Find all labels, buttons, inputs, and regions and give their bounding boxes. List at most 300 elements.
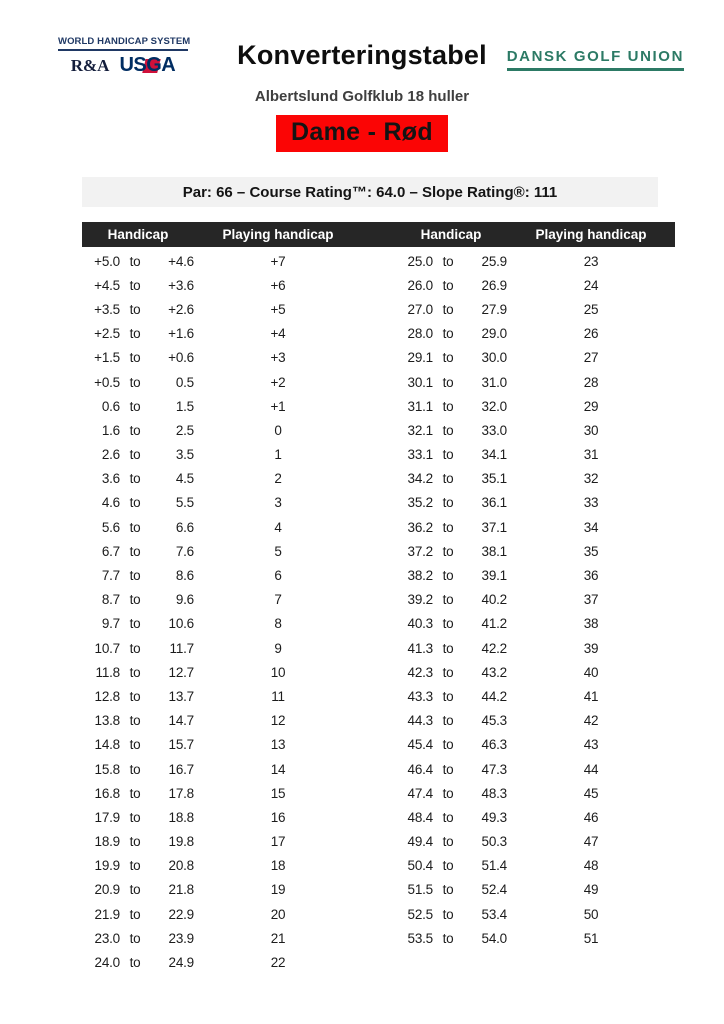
table-row xyxy=(395,443,675,467)
playing-handicap-value: 26 xyxy=(583,326,599,342)
handicap-from: 10.7 xyxy=(94,640,120,656)
table-left-column xyxy=(82,249,362,975)
club-subtitle: Albertslund Golfklub 18 huller xyxy=(254,88,470,105)
column-header-handicap: Handicap xyxy=(107,227,169,242)
handicap-from: 50.4 xyxy=(407,858,433,874)
playing-handicap-value: 9 xyxy=(274,640,282,656)
handicap-to: 17.8 xyxy=(168,785,194,801)
playing-handicap-value: 41 xyxy=(583,688,599,704)
handicap-from: 44.3 xyxy=(407,713,433,729)
range-separator: to xyxy=(129,640,141,656)
handicap-to: 11.7 xyxy=(169,640,194,656)
handicap-from: 6.7 xyxy=(101,543,120,559)
table-row xyxy=(395,684,675,708)
table-row xyxy=(395,394,675,418)
handicap-to: 20.8 xyxy=(168,858,194,874)
range-separator: to xyxy=(129,785,141,801)
playing-handicap-value: +2 xyxy=(270,374,286,390)
handicap-to: 47.3 xyxy=(481,761,507,777)
range-separator: to xyxy=(442,688,454,704)
handicap-from: 17.9 xyxy=(94,809,120,825)
handicap-to: 31.0 xyxy=(481,374,507,390)
handicap-from: 40.3 xyxy=(407,616,433,632)
range-separator: to xyxy=(129,761,141,777)
handicap-from: 41.3 xyxy=(407,640,433,656)
handicap-from: 23.0 xyxy=(94,930,120,946)
table-row xyxy=(82,612,362,636)
handicap-from: 5.6 xyxy=(101,519,120,535)
handicap-from: 25.0 xyxy=(407,253,433,269)
handicap-from: 37.2 xyxy=(407,543,433,559)
playing-handicap-value: 10 xyxy=(270,664,286,680)
playing-handicap-value: 7 xyxy=(274,592,282,608)
table-row xyxy=(82,684,362,708)
handicap-from: 16.8 xyxy=(94,785,120,801)
handicap-to: 15.7 xyxy=(168,737,194,753)
table-row xyxy=(82,370,362,394)
table-row xyxy=(82,830,362,854)
range-separator: to xyxy=(442,664,454,680)
ra-logo: R&A xyxy=(70,56,110,75)
playing-handicap-value: 30 xyxy=(583,422,599,438)
handicap-to: 29.0 xyxy=(481,326,507,342)
playing-handicap-value: 27 xyxy=(583,350,599,366)
playing-handicap-value: 20 xyxy=(270,906,286,922)
playing-handicap-value: 49 xyxy=(583,882,599,898)
playing-handicap-value: 47 xyxy=(583,834,599,850)
handicap-from: 34.2 xyxy=(407,471,433,487)
range-separator: to xyxy=(129,882,141,898)
handicap-to: 49.3 xyxy=(481,809,507,825)
handicap-from: 30.1 xyxy=(407,374,433,390)
handicap-to: 0.5 xyxy=(175,374,194,390)
handicap-from: 27.0 xyxy=(407,301,433,317)
handicap-to: 43.2 xyxy=(481,664,507,680)
table-row xyxy=(395,854,675,878)
table-row xyxy=(395,878,675,902)
range-separator: to xyxy=(442,422,454,438)
playing-handicap-value: 14 xyxy=(270,761,286,777)
table-row xyxy=(395,418,675,442)
table-row xyxy=(395,660,675,684)
handicap-to: 3.5 xyxy=(175,447,194,463)
dgu-logo-text: DANSK GOLF UNION xyxy=(507,48,684,71)
range-separator: to xyxy=(129,930,141,946)
range-separator: to xyxy=(442,858,454,874)
table-row xyxy=(395,297,675,321)
handicap-from: 15.8 xyxy=(94,761,120,777)
handicap-from: +3.5 xyxy=(94,301,120,317)
table-row xyxy=(395,322,675,346)
playing-handicap-value: 38 xyxy=(583,616,599,632)
range-separator: to xyxy=(442,398,454,414)
playing-handicap-value: 2 xyxy=(274,471,282,487)
playing-handicap-value: 44 xyxy=(583,761,599,777)
range-separator: to xyxy=(442,616,454,632)
table-row xyxy=(82,709,362,733)
range-separator: to xyxy=(129,568,141,584)
range-separator: to xyxy=(129,398,141,414)
playing-handicap-value: +3 xyxy=(270,350,286,366)
handicap-from: 7.7 xyxy=(101,568,120,584)
table-row xyxy=(395,563,675,587)
range-separator: to xyxy=(129,592,141,608)
table-row xyxy=(82,467,362,491)
handicap-from: 9.7 xyxy=(101,616,120,632)
table-row xyxy=(82,660,362,684)
table-row xyxy=(82,902,362,926)
handicap-from: 48.4 xyxy=(407,809,433,825)
conversion-table xyxy=(82,222,675,975)
playing-handicap-value: 5 xyxy=(274,543,282,559)
range-separator: to xyxy=(129,374,141,390)
handicap-from: 53.5 xyxy=(407,930,433,946)
handicap-from: 43.3 xyxy=(407,688,433,704)
range-separator: to xyxy=(442,930,454,946)
table-row xyxy=(82,636,362,660)
handicap-from: 0.6 xyxy=(101,398,120,414)
handicap-to: 45.3 xyxy=(481,713,507,729)
range-separator: to xyxy=(129,664,141,680)
table-header-right xyxy=(395,227,675,242)
handicap-from: 31.1 xyxy=(407,398,433,414)
handicap-from: 51.5 xyxy=(407,882,433,898)
handicap-to: 5.5 xyxy=(175,495,194,511)
table-row xyxy=(395,636,675,660)
range-separator: to xyxy=(129,519,141,535)
table-row xyxy=(82,443,362,467)
handicap-to: 22.9 xyxy=(168,906,194,922)
playing-handicap-value: +1 xyxy=(270,398,286,414)
handicap-to: 30.0 xyxy=(481,350,507,366)
handicap-to: 1.5 xyxy=(175,398,194,414)
handicap-from: 26.0 xyxy=(407,277,433,293)
table-row xyxy=(82,346,362,370)
playing-handicap-value: 28 xyxy=(583,374,599,390)
handicap-to: 24.9 xyxy=(168,955,194,971)
handicap-to: 18.8 xyxy=(168,809,194,825)
playing-handicap-value: 51 xyxy=(583,930,599,946)
range-separator: to xyxy=(129,301,141,317)
handicap-to: 2.5 xyxy=(175,422,194,438)
handicap-from: 52.5 xyxy=(407,906,433,922)
range-separator: to xyxy=(129,858,141,874)
table-row xyxy=(395,805,675,829)
range-separator: to xyxy=(442,374,454,390)
handicap-from: 35.2 xyxy=(407,495,433,511)
playing-handicap-value: 39 xyxy=(583,640,599,656)
handicap-to: 46.3 xyxy=(481,737,507,753)
playing-handicap-value: 19 xyxy=(270,882,286,898)
table-row xyxy=(395,781,675,805)
playing-handicap-value: 50 xyxy=(583,906,599,922)
handicap-from: 28.0 xyxy=(407,326,433,342)
table-row xyxy=(395,515,675,539)
range-separator: to xyxy=(129,422,141,438)
handicap-from: 8.7 xyxy=(101,592,120,608)
table-row xyxy=(395,273,675,297)
handicap-to: 16.7 xyxy=(168,761,194,777)
column-header-handicap: Handicap xyxy=(420,227,482,242)
playing-handicap-value: +4 xyxy=(270,326,286,342)
handicap-to: 37.1 xyxy=(481,519,507,535)
handicap-from: 12.8 xyxy=(94,688,120,704)
table-row xyxy=(82,854,362,878)
playing-handicap-value: 36 xyxy=(583,568,599,584)
table-row xyxy=(82,322,362,346)
range-separator: to xyxy=(129,495,141,511)
handicap-from: 29.1 xyxy=(407,350,433,366)
playing-handicap-value: 0 xyxy=(274,422,282,438)
table-header-left xyxy=(82,227,362,242)
table-row xyxy=(395,249,675,273)
range-separator: to xyxy=(129,543,141,559)
handicap-to: 41.2 xyxy=(481,616,507,632)
range-separator: to xyxy=(442,519,454,535)
handicap-from: 47.4 xyxy=(407,785,433,801)
handicap-to: +1.6 xyxy=(168,326,194,342)
range-separator: to xyxy=(442,834,454,850)
table-row xyxy=(395,491,675,515)
handicap-to: 44.2 xyxy=(481,688,507,704)
playing-handicap-value: 18 xyxy=(270,858,286,874)
playing-handicap-value: 25 xyxy=(583,301,599,317)
handicap-to: 26.9 xyxy=(481,277,507,293)
handicap-to: 48.3 xyxy=(481,785,507,801)
handicap-from: +2.5 xyxy=(94,326,120,342)
handicap-from: 46.4 xyxy=(407,761,433,777)
handicap-to: 14.7 xyxy=(168,713,194,729)
table-body xyxy=(82,249,675,975)
usga-logo: USGA xyxy=(119,54,176,76)
table-row xyxy=(395,346,675,370)
handicap-to: 53.4 xyxy=(481,906,507,922)
range-separator: to xyxy=(129,447,141,463)
table-row xyxy=(82,588,362,612)
handicap-from: 1.6 xyxy=(101,422,120,438)
table-row xyxy=(395,902,675,926)
column-header-playing-handicap: Playing handicap xyxy=(222,227,334,242)
range-separator: to xyxy=(442,737,454,753)
table-row xyxy=(82,805,362,829)
playing-handicap-value: 21 xyxy=(270,930,286,946)
handicap-from: 39.2 xyxy=(407,592,433,608)
handicap-from: 24.0 xyxy=(94,955,120,971)
table-row xyxy=(82,515,362,539)
handicap-from: +5.0 xyxy=(94,253,120,269)
range-separator: to xyxy=(129,713,141,729)
range-separator: to xyxy=(442,785,454,801)
playing-handicap-value: 16 xyxy=(270,809,286,825)
playing-handicap-value: 48 xyxy=(583,858,599,874)
table-row xyxy=(82,563,362,587)
column-header-playing-handicap: Playing handicap xyxy=(535,227,647,242)
table-row xyxy=(82,733,362,757)
handicap-from: 36.2 xyxy=(407,519,433,535)
handicap-to: 36.1 xyxy=(481,495,507,511)
playing-handicap-value: 31 xyxy=(583,447,599,463)
playing-handicap-value: +7 xyxy=(270,253,286,269)
table-row xyxy=(395,709,675,733)
table-row xyxy=(82,757,362,781)
range-separator: to xyxy=(442,906,454,922)
table-row xyxy=(82,394,362,418)
playing-handicap-value: 43 xyxy=(583,737,599,753)
handicap-from: 49.4 xyxy=(407,834,433,850)
playing-handicap-value: 6 xyxy=(274,568,282,584)
handicap-to: 19.8 xyxy=(168,834,194,850)
playing-handicap-value: 35 xyxy=(583,543,599,559)
handicap-to: +4.6 xyxy=(168,253,194,269)
range-separator: to xyxy=(129,906,141,922)
table-row xyxy=(395,830,675,854)
range-separator: to xyxy=(129,809,141,825)
playing-handicap-value: 33 xyxy=(583,495,599,511)
range-separator: to xyxy=(442,640,454,656)
table-header xyxy=(82,222,675,247)
handicap-to: 33.0 xyxy=(481,422,507,438)
range-separator: to xyxy=(442,809,454,825)
handicap-to: 54.0 xyxy=(481,930,507,946)
table-row xyxy=(395,467,675,491)
playing-handicap-value: 3 xyxy=(274,495,282,511)
handicap-to: 10.6 xyxy=(168,616,194,632)
playing-handicap-value: +6 xyxy=(270,277,286,293)
handicap-from: +0.5 xyxy=(94,374,120,390)
playing-handicap-value: +5 xyxy=(270,301,286,317)
table-row xyxy=(82,273,362,297)
handicap-from: 38.2 xyxy=(407,568,433,584)
playing-handicap-value: 15 xyxy=(270,785,286,801)
range-separator: to xyxy=(129,688,141,704)
whs-logo-text: WORLD HANDICAP SYSTEM xyxy=(58,36,188,51)
handicap-from: 21.9 xyxy=(94,906,120,922)
handicap-to: 40.2 xyxy=(481,592,507,608)
range-separator: to xyxy=(442,326,454,342)
handicap-from: 20.9 xyxy=(94,882,120,898)
course-rating-bar: Par: 66 – Course Rating™: 64.0 – Slope Rating®: 111 xyxy=(82,177,658,207)
range-separator: to xyxy=(129,834,141,850)
table-row xyxy=(395,926,675,950)
playing-handicap-value: 22 xyxy=(270,955,286,971)
playing-handicap-value: 40 xyxy=(583,664,599,680)
table-row xyxy=(82,878,362,902)
table-row xyxy=(82,781,362,805)
handicap-to: 6.6 xyxy=(175,519,194,535)
handicap-from: 32.1 xyxy=(407,422,433,438)
playing-handicap-value: 45 xyxy=(583,785,599,801)
table-row xyxy=(395,757,675,781)
handicap-to: 51.4 xyxy=(481,858,507,874)
range-separator: to xyxy=(442,350,454,366)
playing-handicap-value: 13 xyxy=(270,737,286,753)
handicap-to: 42.2 xyxy=(481,640,507,656)
table-row xyxy=(82,926,362,950)
handicap-to: 25.9 xyxy=(481,253,507,269)
handicap-from: 2.6 xyxy=(101,447,120,463)
handicap-from: +1.5 xyxy=(94,350,120,366)
playing-handicap-value: 34 xyxy=(583,519,599,535)
table-row xyxy=(82,491,362,515)
range-separator: to xyxy=(442,447,454,463)
table-right-column xyxy=(395,249,675,975)
table-row xyxy=(395,612,675,636)
table-row xyxy=(82,950,362,974)
handicap-from: 4.6 xyxy=(101,495,120,511)
handicap-to: 38.1 xyxy=(481,543,507,559)
playing-handicap-value: 1 xyxy=(274,447,282,463)
tee-category-badge: Dame - Rød xyxy=(276,115,448,152)
range-separator: to xyxy=(442,495,454,511)
handicap-from: +4.5 xyxy=(94,277,120,293)
handicap-to: 34.1 xyxy=(481,447,507,463)
handicap-to: 27.9 xyxy=(481,301,507,317)
handicap-to: 52.4 xyxy=(481,882,507,898)
range-separator: to xyxy=(129,471,141,487)
handicap-to: +0.6 xyxy=(168,350,194,366)
table-row xyxy=(395,733,675,757)
playing-handicap-value: 42 xyxy=(583,713,599,729)
handicap-from: 45.4 xyxy=(407,737,433,753)
playing-handicap-value: 46 xyxy=(583,809,599,825)
range-separator: to xyxy=(442,882,454,898)
handicap-to: 13.7 xyxy=(168,688,194,704)
playing-handicap-value: 32 xyxy=(583,471,599,487)
range-separator: to xyxy=(129,350,141,366)
handicap-from: 3.6 xyxy=(101,471,120,487)
handicap-to: +2.6 xyxy=(168,301,194,317)
handicap-to: 39.1 xyxy=(481,568,507,584)
handicap-from: 18.9 xyxy=(94,834,120,850)
table-row xyxy=(395,588,675,612)
handicap-to: 4.5 xyxy=(175,471,194,487)
range-separator: to xyxy=(442,471,454,487)
handicap-from: 11.8 xyxy=(95,664,120,680)
category-wrap xyxy=(0,115,724,152)
range-separator: to xyxy=(442,543,454,559)
range-separator: to xyxy=(129,616,141,632)
table-row xyxy=(82,249,362,273)
table-row xyxy=(82,539,362,563)
handicap-to: 32.0 xyxy=(481,398,507,414)
handicap-from: 14.8 xyxy=(94,737,120,753)
table-row xyxy=(82,418,362,442)
range-separator: to xyxy=(129,277,141,293)
range-separator: to xyxy=(129,326,141,342)
playing-handicap-value: 23 xyxy=(583,253,599,269)
range-separator: to xyxy=(442,253,454,269)
handicap-to: 21.8 xyxy=(168,882,194,898)
handicap-to: 50.3 xyxy=(481,834,507,850)
range-separator: to xyxy=(129,955,141,971)
handicap-to: 9.6 xyxy=(175,592,194,608)
handicap-from: 33.1 xyxy=(407,447,433,463)
playing-handicap-value: 17 xyxy=(270,834,286,850)
playing-handicap-value: 29 xyxy=(583,398,599,414)
playing-handicap-value: 24 xyxy=(583,277,599,293)
table-row xyxy=(395,539,675,563)
playing-handicap-value: 4 xyxy=(274,519,282,535)
playing-handicap-value: 12 xyxy=(270,713,286,729)
range-separator: to xyxy=(442,761,454,777)
handicap-from: 19.9 xyxy=(94,858,120,874)
range-separator: to xyxy=(129,737,141,753)
table-row xyxy=(395,370,675,394)
playing-handicap-value: 11 xyxy=(271,688,285,704)
handicap-to: +3.6 xyxy=(168,277,194,293)
playing-handicap-value: 37 xyxy=(583,592,599,608)
range-separator: to xyxy=(442,713,454,729)
